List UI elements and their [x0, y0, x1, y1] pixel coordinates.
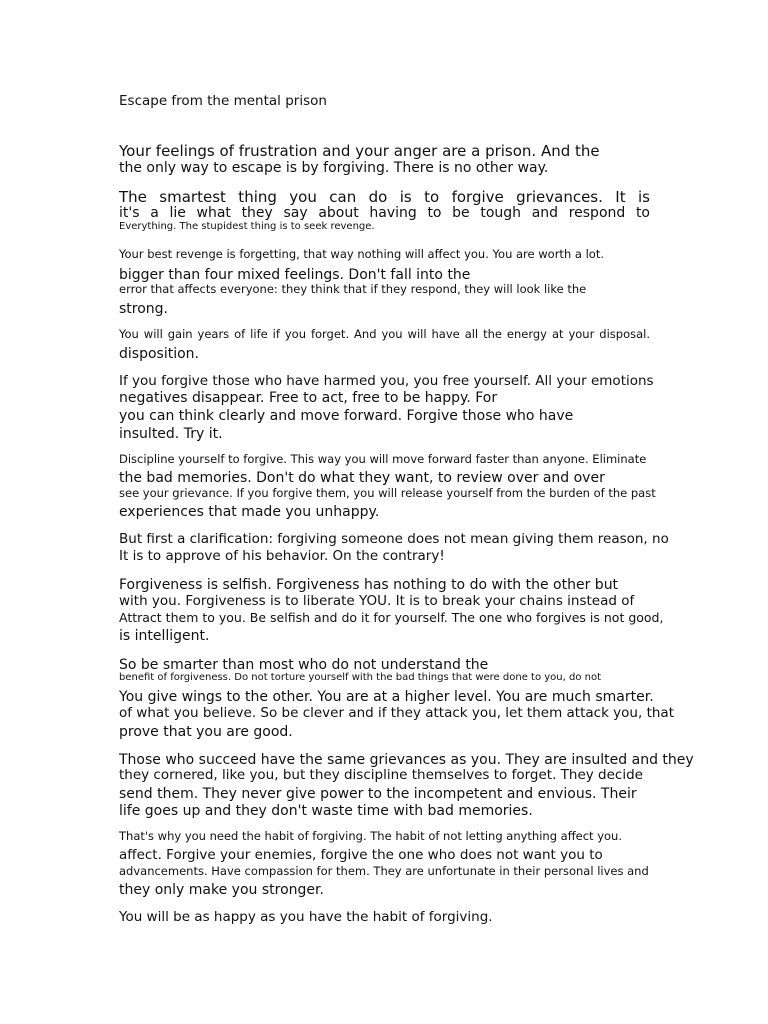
text-line: benefit of forgiveness. Do not torture yourself with the bad things that were done to you, do not: [119, 672, 601, 683]
text-line: disposition.: [119, 346, 199, 362]
text-line: Your best revenge is forgetting, that way nothing will affect you. You are worth a lot.: [119, 247, 604, 261]
text-line: bigger than four mixed feelings. Don't fall into the: [119, 267, 471, 283]
text-line: the only way to escape is by forgiving. There is no other way.: [119, 160, 549, 176]
text-line: the bad memories. Don't do what they want, to review over and over: [119, 470, 605, 486]
text-line: That's why you need the habit of forgiving. The habit of not letting anything affect you.: [119, 829, 622, 843]
text-line: affect. Forgive your enemies, forgive the one who does not want you to: [119, 847, 603, 863]
text-line: Everything. The stupidest thing is to seek revenge.: [119, 221, 375, 232]
text-line: they cornered, like you, but they discipline themselves to forget. They decide: [119, 767, 643, 783]
text-line: It is to approve of his behavior. On the contrary!: [119, 548, 445, 564]
text-line: send them. They never give power to the incompetent and envious. Their: [119, 786, 637, 802]
text-line: you can think clearly and move forward. Forgive those who have: [119, 408, 574, 424]
text-line: So be smarter than most who do not understand the: [119, 657, 489, 673]
text-line: strong.: [119, 301, 169, 317]
text-line: But first a clarification: forgiving someone does not mean giving them reason, no: [119, 531, 669, 547]
text-line: experiences that made you unhappy.: [119, 504, 380, 520]
text-line: Your feelings of frustration and your anger are a prison. And the: [119, 142, 600, 160]
text-line: You will be as happy as you have the habit of forgiving.: [119, 909, 493, 925]
document-title: Escape from the mental prison: [119, 93, 327, 109]
text-line: negatives disappear. Free to act, free to be happy. For: [119, 390, 498, 406]
text-line: insulted. Try it.: [119, 426, 223, 442]
text-line: is intelligent.: [119, 628, 210, 644]
text-line: Forgiveness is selfish. Forgiveness has nothing to do with the other but: [119, 577, 619, 593]
text-line: You will gain years of life if you forget. And you will have all the energy at your disposal.: [119, 327, 650, 341]
text-line: it's a lie what they say about having to be tough and respond to: [119, 205, 650, 221]
text-line: You give wings to the other. You are at a higher level. You are much smarter.: [119, 689, 654, 705]
text-line: Attract them to you. Be selfish and do it for yourself. The one who forgives is not good,: [119, 610, 664, 625]
text-line: If you forgive those who have harmed you, you free yourself. All your emotions: [119, 373, 654, 389]
text-line: Discipline yourself to forgive. This way you will move forward faster than anyone. Eliminate: [119, 452, 647, 466]
text-line: advancements. Have compassion for them. They are unfortunate in their personal lives and: [119, 864, 649, 878]
text-line: prove that you are good.: [119, 724, 293, 740]
text-line: life goes up and they don't waste time with bad memories.: [119, 803, 533, 819]
text-line: of what you believe. So be clever and if they attack you, let them attack you, that: [119, 705, 674, 721]
text-line: error that affects everyone: they think that if they respond, they will look like the: [119, 282, 587, 296]
text-line: with you. Forgiveness is to liberate YOU. It is to break your chains instead of: [119, 593, 635, 609]
text-line: see your grievance. If you forgive them, you will release yourself from the burden of the past: [119, 486, 656, 500]
text-line: The smartest thing you can do is to forgive grievances. It is: [119, 188, 650, 206]
text-line: they only make you stronger.: [119, 882, 324, 898]
text-line: Those who succeed have the same grievances as you. They are insulted and they: [119, 752, 694, 768]
